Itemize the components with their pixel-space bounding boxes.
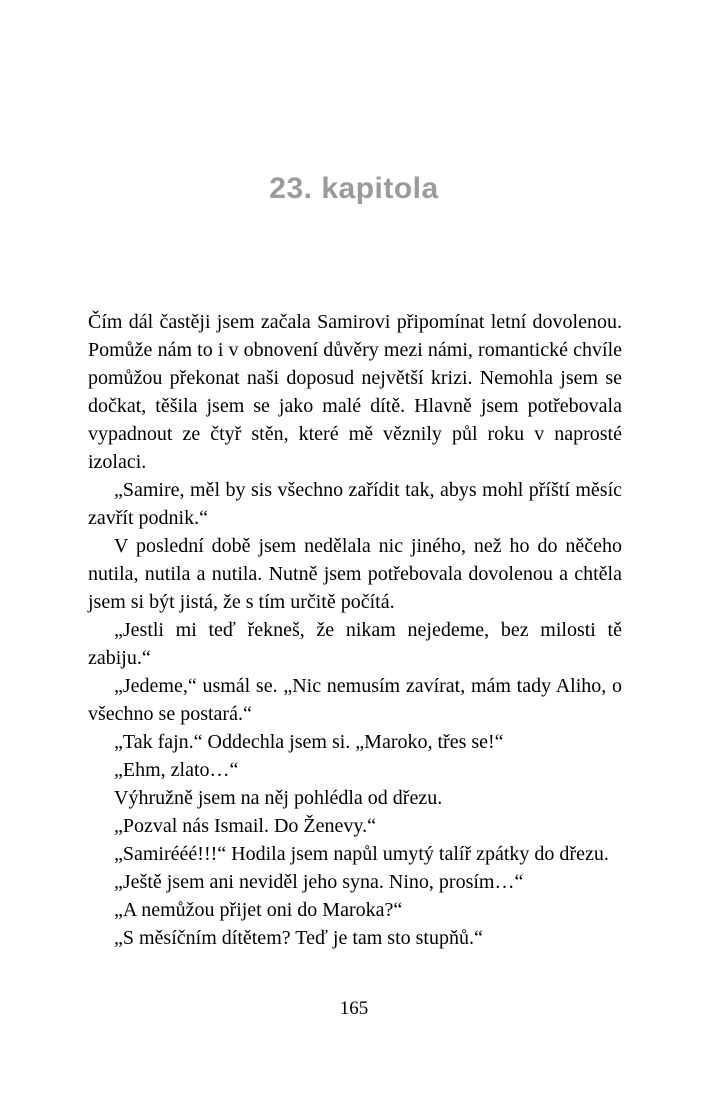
text-block xyxy=(88,308,622,952)
paragraph: „Pozval nás Ismail. Do Ženevy.“ xyxy=(114,815,376,837)
paragraph: „Tak fajn.“ Oddechla jsem si. „Maroko, třes se!“ xyxy=(114,731,504,753)
paragraph: „S měsíčním dítětem? Teď je tam sto stupňů.“ xyxy=(114,927,483,949)
page-number: 165 xyxy=(339,998,369,1019)
paragraph: „Jedeme,“ usmál se. „Nic nemusím zavírat, mám tady Aliho, o všechno se postará.“ xyxy=(88,675,622,725)
paragraph: „Jestli mi teď řekneš, že nikam nejedeme, bez milosti tě zabiju.“ xyxy=(88,619,622,669)
paragraph: „A nemůžou přijet oni do Maroka?“ xyxy=(114,899,403,921)
paragraph: „Ještě jsem ani neviděl jeho syna. Nino, prosím…“ xyxy=(114,871,524,893)
paragraph: V poslední době jsem nedělala nic jiného, než ho do něčeho nutila, nutila a nutila. Nutně jsem potřebovala dovolenou a chtěla jsem si být jistá, že s tím určitě počítá. xyxy=(88,535,622,613)
paragraph: „Samirééé!!!“ Hodila jsem napůl umytý talíř zpátky do dřezu. xyxy=(114,843,609,865)
chapter-heading: 23. kapitola xyxy=(269,172,439,205)
paragraph: Výhružně jsem na něj pohlédla od dřezu. xyxy=(114,787,443,809)
paragraph: „Ehm, zlato…“ xyxy=(114,759,239,781)
paragraph: „Samire, měl by sis všechno zařídit tak, abys mohl příští měsíc zavřít podnik.“ xyxy=(88,479,622,529)
paragraph: Čím dál častěji jsem začala Samirovi připomínat letní dovolenou. Pomůže nám to i v obnovení důvěry mezi námi, romantické chvíle pomůžou překonat naši doposud největší krizi. Nemohla jsem se dočkat, těšila jsem se jako malé dítě. Hlavně jsem potřebovala vypadnout ze čtyř stěn, které mě věznily půl roku v naprosté izolaci. xyxy=(88,311,622,473)
